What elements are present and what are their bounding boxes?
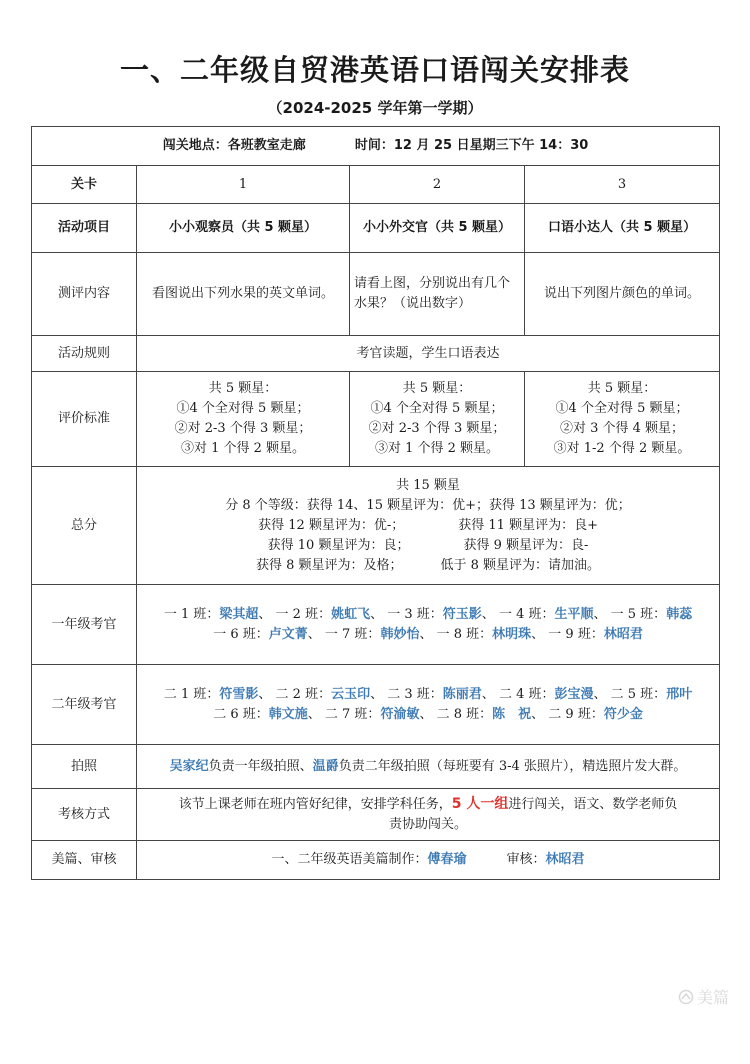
photo-text: 负责一年级拍照、 xyxy=(208,758,313,774)
class-label: 一 9 班： xyxy=(548,626,604,642)
photographer-name: 吴家纪 xyxy=(169,758,209,774)
page-title: 一、二年级自贸港英语口语闯关安排表 xyxy=(119,53,630,87)
level-1: 1 xyxy=(137,166,350,204)
criteria-1-line: ②对 2-3 个得 3 颗星； xyxy=(174,421,312,436)
level-label: 关卡 xyxy=(32,166,137,204)
method-label: 考核方式 xyxy=(32,789,137,841)
criteria-3-line: 共 5 颗星： xyxy=(587,381,657,396)
level-2: 2 xyxy=(350,166,525,204)
criteria-1-line: ①4 个全对得 5 颗星； xyxy=(176,401,310,416)
activity-3: 口语小达人（共 5 颗星） xyxy=(525,204,720,253)
total-row xyxy=(32,467,720,585)
criteria-2-line: ①4 个全对得 5 颗星； xyxy=(370,401,504,416)
group-size-highlight: 5 人一组 xyxy=(451,796,509,812)
grade-text: 获得 10 颗星评为：良； xyxy=(267,537,410,553)
criteria-1-line: ③对 1 个得 2 颗星。 xyxy=(180,441,306,456)
examiner-name: 陈 祝 xyxy=(492,706,532,722)
total-cell xyxy=(137,467,720,585)
watermark-text: 美篇 xyxy=(697,988,730,1007)
examiner-name: 卢文菁 xyxy=(268,626,308,642)
criteria-1 xyxy=(137,372,350,467)
examiner-name: 梁其超 xyxy=(219,606,259,622)
class-label: 一 4 班： xyxy=(498,606,555,622)
class-label: 一 3 班： xyxy=(387,606,443,622)
grade-text: 获得 8 颗星评为：及格； xyxy=(255,557,403,573)
reviewer-name: 林昭君 xyxy=(545,852,585,867)
rules-label: 活动规则 xyxy=(32,336,137,372)
total-line: 分 8 个等级：获得 14、15 颗星评为：优+；获得 13 颗星评为：优； xyxy=(225,497,631,513)
examiner-name: 韩蕊 xyxy=(666,606,693,622)
grade2-line-2: 二 6 班：韩文施、 二 7 班：符渝敏、 二 8 班：陈 祝、 二 9 班：符少金 xyxy=(213,706,643,722)
class-label: 一 2 班： xyxy=(275,606,332,622)
photo-row xyxy=(32,745,720,789)
examiner-name: 韩文施 xyxy=(268,706,308,722)
maker-name: 傅春瑜 xyxy=(427,852,467,867)
criteria-2-line: ③对 1 个得 2 颗星。 xyxy=(374,441,500,456)
criteria-3 xyxy=(525,372,720,467)
criteria-label: 评价标准 xyxy=(32,372,137,467)
method-text: 进行闯关，语文、数学老师负责协助闯关。 xyxy=(389,797,678,832)
method-text: 该节上课老师在班内管好纪律，安排学科任务， xyxy=(178,797,452,812)
review-cell xyxy=(137,841,720,880)
criteria-3-line: ①4 个全对得 5 颗星； xyxy=(555,401,689,416)
total-label: 总分 xyxy=(32,467,137,585)
grade1-label: 一年级考官 xyxy=(32,585,137,665)
reviewer-label: 审核： xyxy=(506,852,546,867)
class-label: 一 6 班： xyxy=(213,626,269,642)
info-cell xyxy=(32,127,720,166)
grade-text: 低于 8 颗星评为：请加油。 xyxy=(440,557,601,573)
grade2-row xyxy=(32,665,720,745)
class-label: 二 6 班： xyxy=(213,706,269,722)
class-label: 一 5 班： xyxy=(610,606,667,622)
examiner-name: 符渝敏 xyxy=(380,706,420,722)
grade2-cell xyxy=(137,665,720,745)
examiner-name: 邢叶 xyxy=(666,686,693,702)
criteria-2-line: 共 5 颗星： xyxy=(402,381,472,396)
criteria-2-line: ②对 2-3 个得 3 颗星； xyxy=(368,421,506,436)
grade2-label: 二年级考官 xyxy=(32,665,137,745)
class-label: 二 3 班： xyxy=(387,686,443,702)
content-row xyxy=(32,253,720,336)
photo-cell xyxy=(137,745,720,789)
class-label: 一 7 班： xyxy=(324,626,381,642)
examiner-name: 陈丽君 xyxy=(442,686,482,702)
class-label: 二 5 班： xyxy=(610,686,667,702)
criteria-1-line: 共 5 颗星： xyxy=(208,381,278,396)
review-row xyxy=(32,841,720,880)
schedule-table xyxy=(31,126,720,880)
meipian-logo-icon xyxy=(678,989,694,1005)
level-row xyxy=(32,166,720,204)
time-text: 时间：12 月 25 日星期三下午 14：30 xyxy=(354,138,589,153)
class-label: 一 8 班： xyxy=(436,626,493,642)
rules-text: 考官读题，学生口语表达 xyxy=(137,336,720,372)
grade2-line-1: 二 1 班：符雪影、 二 2 班：云玉印、 二 3 班：陈丽君、 二 4 班：彭宝漫、 二 5 班：邢叶 xyxy=(163,686,693,702)
page-subtitle: （2024-2025 学年第一学期） xyxy=(267,99,483,117)
criteria-2 xyxy=(350,372,525,467)
rules-row xyxy=(32,336,720,372)
examiner-name: 符雪影 xyxy=(219,686,259,702)
method-cell xyxy=(137,789,720,841)
total-line xyxy=(141,536,715,556)
photo-text: 负责二年级拍照（每班要有 3-4 张照片），精选照片发大群。 xyxy=(338,758,687,774)
total-line: 共 15 颗星 xyxy=(396,477,460,493)
examiner-name: 林明珠 xyxy=(492,626,532,642)
class-label: 二 2 班： xyxy=(275,686,332,702)
content-1: 看图说出下列水果的英文单词。 xyxy=(137,253,350,336)
criteria-row xyxy=(32,372,720,467)
activity-row xyxy=(32,204,720,253)
review-label: 美篇、审核 xyxy=(32,841,137,880)
method-row xyxy=(32,789,720,841)
examiner-name: 生平顺 xyxy=(554,606,594,622)
grade1-line-2: 一 6 班：卢文菁、 一 7 班：韩妙怡、 一 8 班：林明珠、 一 9 班：林昭君 xyxy=(213,626,643,642)
content-label: 测评内容 xyxy=(32,253,137,336)
info-row xyxy=(32,127,720,166)
class-label: 二 9 班： xyxy=(548,706,604,722)
activity-label: 活动项目 xyxy=(32,204,137,253)
location-text: 闯关地点：各班教室走廊 xyxy=(162,138,306,153)
class-label: 一 1 班： xyxy=(163,606,220,622)
examiner-name: 云玉印 xyxy=(331,686,371,702)
examiner-name: 姚虹飞 xyxy=(331,606,371,622)
examiner-name: 符少金 xyxy=(603,706,643,722)
class-label: 二 7 班： xyxy=(324,706,381,722)
grade-text: 获得 11 颗星评为：良+ xyxy=(458,517,598,533)
activity-1: 小小观察员（共 5 颗星） xyxy=(137,204,350,253)
class-label: 二 1 班： xyxy=(163,686,220,702)
watermark xyxy=(678,985,729,1008)
photographer-name: 温爵 xyxy=(312,758,339,774)
maker-label: 一、二年级英语美篇制作： xyxy=(271,852,428,867)
class-label: 二 8 班： xyxy=(436,706,493,722)
grade-text: 获得 9 颗星评为：良- xyxy=(463,537,589,553)
criteria-3-line: ③对 1-2 个得 2 颗星。 xyxy=(553,441,691,456)
examiner-name: 符玉影 xyxy=(442,606,482,622)
photo-label: 拍照 xyxy=(32,745,137,789)
examiner-name: 韩妙怡 xyxy=(380,626,420,642)
examiner-name: 彭宝漫 xyxy=(554,686,594,702)
content-2: 请看上图，分别说出有几个水果？（说出数字） xyxy=(350,253,525,336)
activity-2: 小小外交官（共 5 颗星） xyxy=(350,204,525,253)
total-line xyxy=(141,556,715,576)
grade1-line-1: 一 1 班：梁其超、 一 2 班：姚虹飞、 一 3 班：符玉影、 一 4 班：生平顺、 一 5 班：韩蕊 xyxy=(163,606,693,622)
content-3: 说出下列图片颜色的单词。 xyxy=(525,253,720,336)
grade1-row xyxy=(32,585,720,665)
class-label: 二 4 班： xyxy=(498,686,555,702)
examiner-name: 林昭君 xyxy=(603,626,643,642)
grade1-cell xyxy=(137,585,720,665)
grade-text: 获得 12 颗星评为：优-； xyxy=(258,517,405,533)
total-line xyxy=(141,516,715,536)
criteria-3-line: ②对 3 个得 4 颗星； xyxy=(559,421,685,436)
level-3: 3 xyxy=(525,166,720,204)
